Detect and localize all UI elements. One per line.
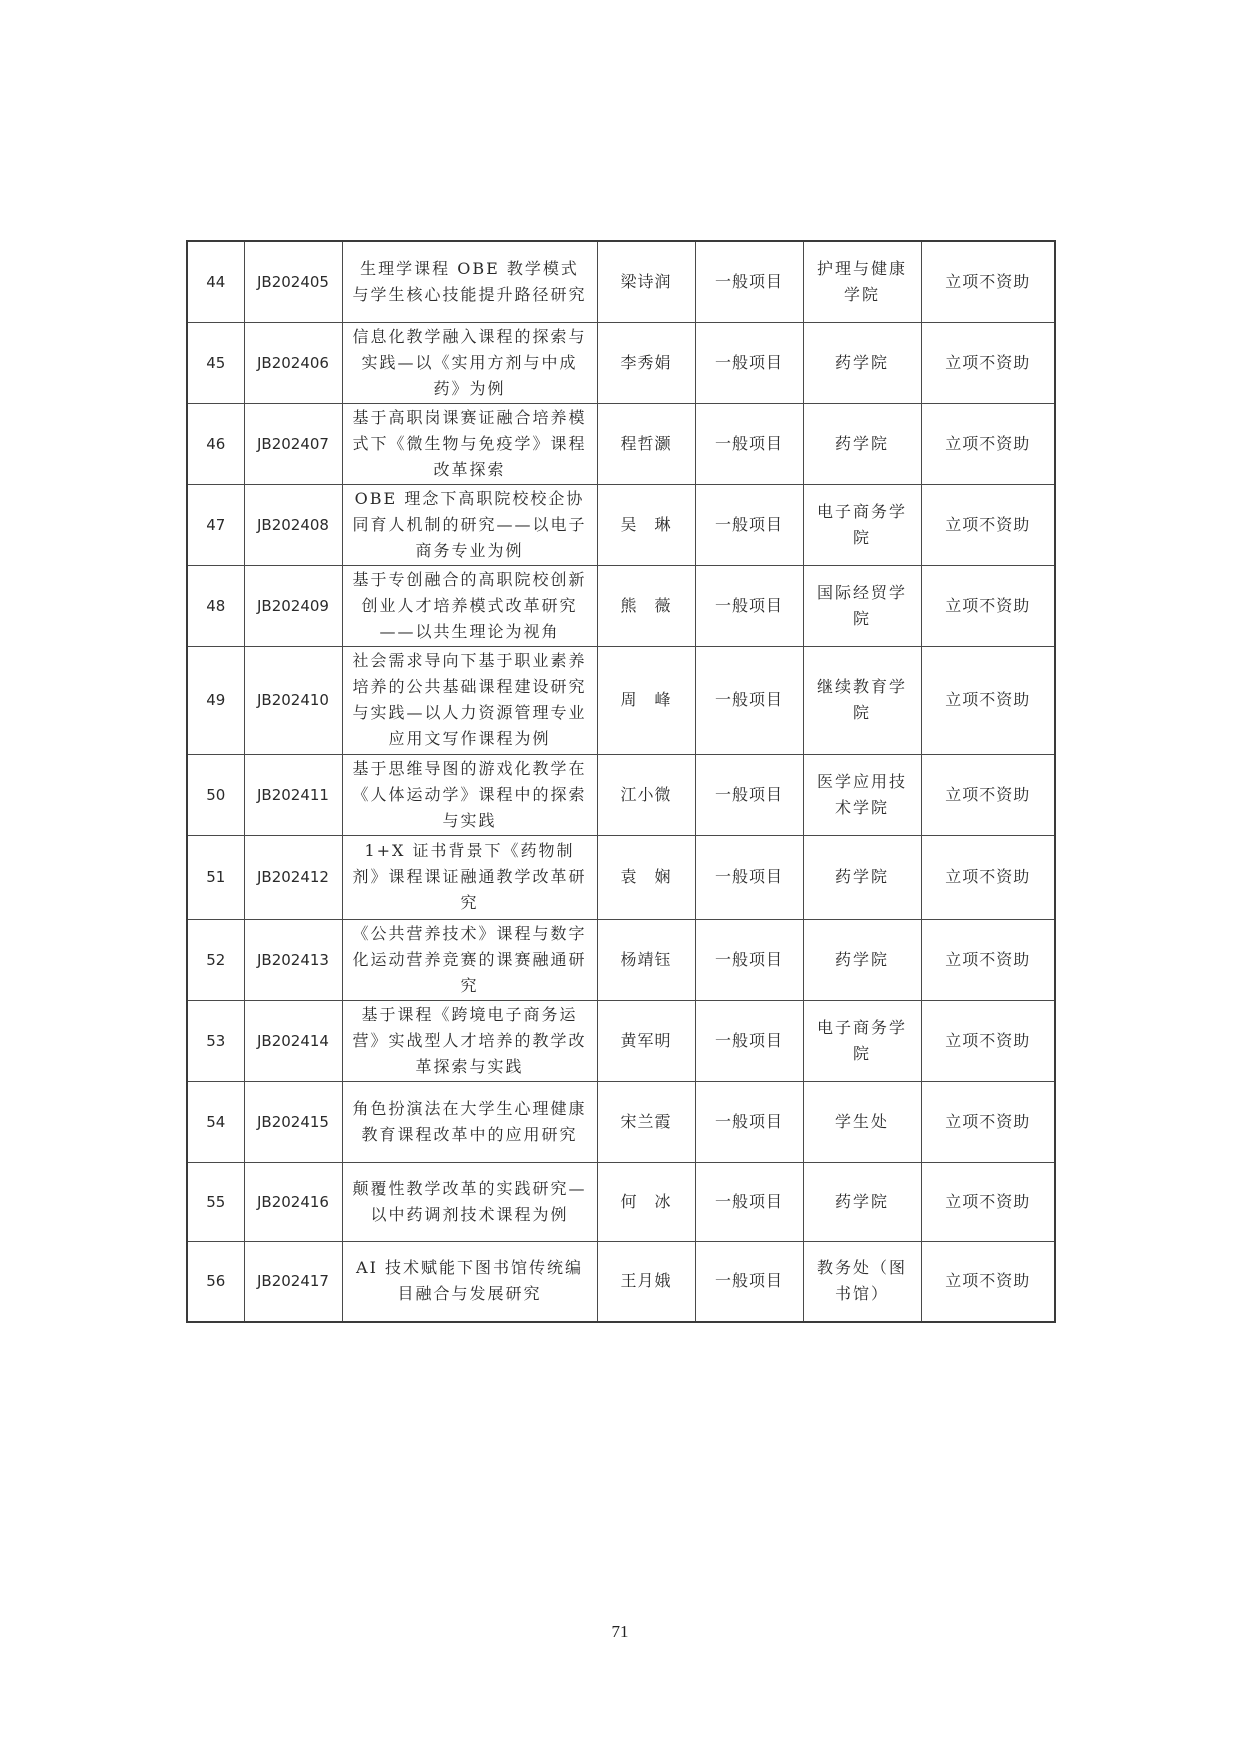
project-code: JB202415 [244,1081,342,1162]
row-number: 51 [187,835,244,919]
table-row [187,1241,1055,1322]
project-department: 药学院 [803,835,921,919]
project-category: 一般项目 [695,403,803,484]
project-result: 立项不资助 [921,1000,1055,1081]
table-row [187,241,1055,322]
project-result: 立项不资助 [921,754,1055,835]
project-department: 学生处 [803,1081,921,1162]
project-result: 立项不资助 [921,484,1055,565]
project-title: 基于课程《跨境电子商务运营》实战型人才培养的教学改革探索与实践 [342,1000,597,1081]
project-department: 药学院 [803,919,921,1000]
row-number: 48 [187,565,244,646]
project-title: 1+X 证书背景下《药物制剂》课程课证融通教学改革研究 [342,835,597,919]
project-result: 立项不资助 [921,322,1055,403]
row-number: 50 [187,754,244,835]
table-row [187,835,1055,919]
row-number: 55 [187,1162,244,1241]
project-department: 国际经贸学院 [803,565,921,646]
table-row [187,1000,1055,1081]
project-leader: 吴 琳 [597,484,695,565]
project-code: JB202405 [244,241,342,322]
project-title: 基于高职岗课赛证融合培养模式下《微生物与免疫学》课程改革探索 [342,403,597,484]
table-body [187,241,1055,1322]
project-result: 立项不资助 [921,1162,1055,1241]
project-category: 一般项目 [695,1000,803,1081]
project-code: JB202414 [244,1000,342,1081]
project-department: 药学院 [803,403,921,484]
project-title: 《公共营养技术》课程与数字化运动营养竞赛的课赛融通研究 [342,919,597,1000]
project-result: 立项不资助 [921,919,1055,1000]
project-department: 药学院 [803,1162,921,1241]
project-code: JB202406 [244,322,342,403]
row-number: 49 [187,646,244,754]
table-row [187,754,1055,835]
project-department: 电子商务学院 [803,484,921,565]
project-category: 一般项目 [695,835,803,919]
row-number: 47 [187,484,244,565]
project-code: JB202413 [244,919,342,1000]
row-number: 56 [187,1241,244,1322]
row-number: 54 [187,1081,244,1162]
project-code: JB202417 [244,1241,342,1322]
project-title: 信息化教学融入课程的探索与实践—以《实用方剂与中成药》为例 [342,322,597,403]
table-row [187,919,1055,1000]
project-result: 立项不资助 [921,646,1055,754]
table-row [187,565,1055,646]
row-number: 46 [187,403,244,484]
project-table [186,240,1056,1323]
project-department: 教务处（图书馆） [803,1241,921,1322]
project-category: 一般项目 [695,241,803,322]
page-number: 71 [611,1622,629,1641]
project-title: OBE 理念下高职院校校企协同育人机制的研究——以电子商务专业为例 [342,484,597,565]
project-title: 社会需求导向下基于职业素养培养的公共基础课程建设研究与实践—以人力资源管理专业应用文写作课程为例 [342,646,597,754]
project-leader: 何 冰 [597,1162,695,1241]
project-leader: 程哲灏 [597,403,695,484]
project-title: 生理学课程 OBE 教学模式与学生核心技能提升路径研究 [342,241,597,322]
project-leader: 熊 薇 [597,565,695,646]
project-code: JB202411 [244,754,342,835]
row-number: 45 [187,322,244,403]
project-result: 立项不资助 [921,835,1055,919]
project-code: JB202407 [244,403,342,484]
project-code: JB202416 [244,1162,342,1241]
project-code: JB202408 [244,484,342,565]
row-number: 52 [187,919,244,1000]
project-department: 电子商务学院 [803,1000,921,1081]
project-leader: 梁诗润 [597,241,695,322]
project-title: AI 技术赋能下图书馆传统编目融合与发展研究 [342,1241,597,1322]
table-row [187,484,1055,565]
row-number: 44 [187,241,244,322]
project-category: 一般项目 [695,322,803,403]
project-title: 颠覆性教学改革的实践研究—以中药调剂技术课程为例 [342,1162,597,1241]
project-category: 一般项目 [695,754,803,835]
project-category: 一般项目 [695,1162,803,1241]
project-leader: 宋兰霞 [597,1081,695,1162]
table-row [187,646,1055,754]
row-number: 53 [187,1000,244,1081]
project-department: 药学院 [803,322,921,403]
project-leader: 杨靖钰 [597,919,695,1000]
table-row [187,322,1055,403]
table-row [187,1162,1055,1241]
project-leader: 袁 娴 [597,835,695,919]
project-result: 立项不资助 [921,565,1055,646]
project-category: 一般项目 [695,484,803,565]
project-result: 立项不资助 [921,241,1055,322]
project-result: 立项不资助 [921,403,1055,484]
project-department: 护理与健康学院 [803,241,921,322]
project-code: JB202409 [244,565,342,646]
project-code: JB202412 [244,835,342,919]
project-leader: 王月娥 [597,1241,695,1322]
project-category: 一般项目 [695,1241,803,1322]
project-leader: 李秀娟 [597,322,695,403]
project-category: 一般项目 [695,1081,803,1162]
project-category: 一般项目 [695,919,803,1000]
project-leader: 黄军明 [597,1000,695,1081]
project-category: 一般项目 [695,565,803,646]
project-department: 继续教育学院 [803,646,921,754]
project-title: 角色扮演法在大学生心理健康教育课程改革中的应用研究 [342,1081,597,1162]
project-title: 基于思维导图的游戏化教学在《人体运动学》课程中的探索与实践 [342,754,597,835]
project-category: 一般项目 [695,646,803,754]
project-result: 立项不资助 [921,1241,1055,1322]
project-leader: 周 峰 [597,646,695,754]
project-leader: 江小微 [597,754,695,835]
project-result: 立项不资助 [921,1081,1055,1162]
project-department: 医学应用技术学院 [803,754,921,835]
project-title: 基于专创融合的高职院校创新创业人才培养模式改革研究——以共生理论为视角 [342,565,597,646]
table-row [187,1081,1055,1162]
project-code: JB202410 [244,646,342,754]
table-row [187,403,1055,484]
